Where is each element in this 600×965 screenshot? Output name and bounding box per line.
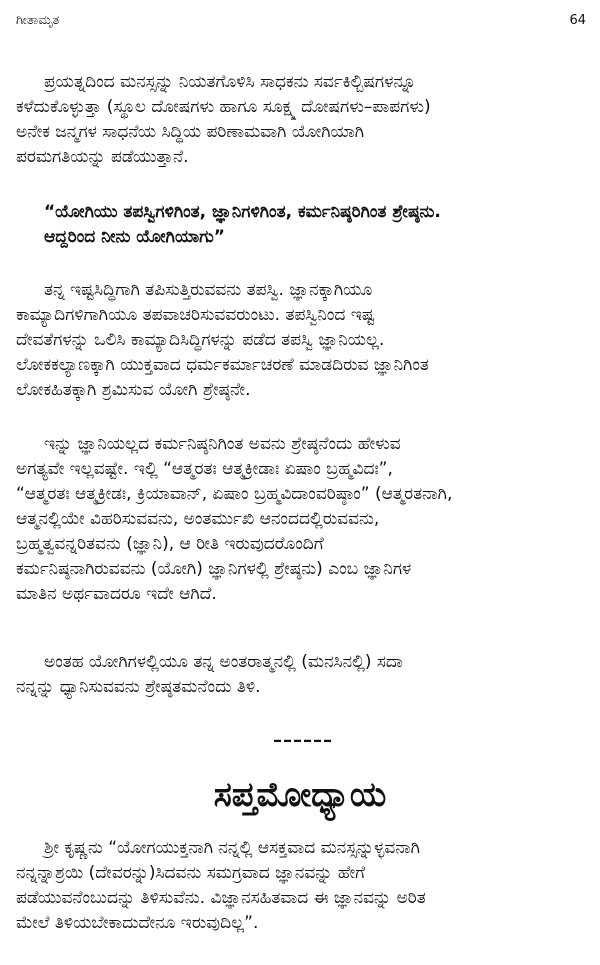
- paragraph-5: [16, 836, 588, 936]
- paragraph-line: ತನ್ನ ಇಷ್ಟಸಿದ್ಧಿಗಾಗಿ ತಪಿಸುತ್ತಿರುವವನು ತಪಸ್ವಿ. ಜ್ಞಾನಕ್ಕಾಗಿಯೂ: [44, 280, 373, 300]
- paragraph-line: ಮಾತಿನ ಅರ್ಥವಾದರೂ ಇದೇ ಆಗಿದೆ.: [16, 584, 217, 604]
- paragraph-line: ಕಾಮ್ಯಾದಿಗಳಿಗಾಗಿಯೂ ತಪವಾಚರಿಸುವವರುಂಟು. ತಪಸ್ವಿನಿಂದ ಇಷ್ಟ: [16, 305, 375, 325]
- paragraph-1: [16, 70, 588, 170]
- page-number: 64: [569, 13, 586, 28]
- paragraph-line: ಮೇಲೆ ತಿಳಿಯಬೇಕಾದುದೇನೂ ಇರುವುದಿಲ್ಲ”.: [16, 913, 259, 933]
- paragraph-line: ಪಡೆಯುವನೆಂಬುದನ್ನು ತಿಳಿಸುವೆನು. ವಿಜ್ಞಾನಸಹಿತವಾದ ಈ ಜ್ಞಾನವನ್ನು ಅರಿತ: [16, 888, 426, 908]
- paragraph-line: ಲೋಕಕಲ್ಯಾಣಕ್ಕಾಗಿ ಯುಕ್ತವಾದ ಧರ್ಮಕರ್ಮಾಚರಣೆ ಮಾಡದಿರುವ ಜ್ಞಾನಿಗಿಂತ: [16, 355, 429, 375]
- verse-quote: [44, 200, 588, 250]
- paragraph-line: ನನ್ನನ್ನಾಶ್ರಯಿ (ದೇವರನ್ನು)ಸಿದವನು ಸಮಗ್ರವಾದ ಜ್ಞಾನವನ್ನು ಹೇಗೆ: [16, 863, 366, 883]
- paragraph-line: ಇನ್ನು ಜ್ಞಾನಿಯಲ್ಲದ ಕರ್ಮನಿಷ್ಠನಿಗಿಂತ ಅವನು ಶ್ರೇಷ್ಠನೆಂದು ಹೇಳುವ: [44, 434, 401, 454]
- paragraph-line: “ಆತ್ಮರತಃ ಆತ್ಮಕ್ರೀಡಃ, ಕ್ರಿಯಾವಾನ್, ಏಷಾಂ ಬ್ರಹ್ಮವಿದಾಂವರಿಷ್ಠಾಂ” (ಆತ್ಮರತನಾಗಿ,: [16, 484, 453, 504]
- paragraph-line: ಕರ್ಮನಿಷ್ಠನಾಗಿರುವವನು (ಯೋಗಿ) ಜ್ಞಾನಿಗಳಲ್ಲಿ ಶ್ರೇಷ್ಠನು) ಎಂಬ ಜ್ಞಾನಿಗಳ: [16, 559, 412, 579]
- paragraph-line: ಅನೇಕ ಜನ್ಮಗಳ ಸಾಧನೆಯ ಸಿದ್ಧಿಯ ಪರಿಣಾಮವಾಗಿ ಯೋಗಿಯಾಗಿ: [16, 122, 365, 142]
- running-head: [16, 10, 586, 32]
- paragraph-line: ಅಗತ್ಯವೇ ಇಲ್ಲವಷ್ಟೇ. ಇಲ್ಲಿ “ಆತ್ಮರತಃ ಆತ್ಮಕ್ರೀಡಾಃ ಏಷಾಂ ಬ್ರಹ್ಮವಿದಃ”,: [16, 459, 393, 479]
- paragraph-line: ಪರಮಗತಿಯನ್ನು ಪಡೆಯುತ್ತಾನೆ.: [16, 147, 189, 167]
- quote-line: ಆದ್ದರಿಂದ ನೀನು ಯೋಗಿಯಾಗು”: [44, 227, 225, 247]
- chapter-title: ಸಪ್ತಮೋಧ್ಯಾಯ: [213, 775, 387, 815]
- running-head-title: ಗೀತಾಮೃತ: [16, 13, 60, 28]
- quote-line: “ಯೋಗಿಯು ತಪಸ್ವಿಗಳಿಗಿಂತ, ಜ್ಞಾನಿಗಳಿಗಿಂತ, ಕರ್ಮನಿಷ್ಠರಿಗಿಂತ ಶ್ರೇಷ್ಠನು.: [44, 202, 441, 222]
- paragraph-line: ದೇವತೆಗಳನ್ನು ಒಲಿಸಿ ಕಾಮ್ಯಾದಿಸಿದ್ಧಿಗಳನ್ನು ಪಡೆದ ತಪಸ್ವಿ ಜ್ಞಾನಿಯಲ್ಲ.: [16, 330, 385, 350]
- section-divider: ––––––: [273, 730, 333, 751]
- paragraph-line: ನನ್ನನ್ನು ಧ್ಯಾನಿಸುವವನು ಶ್ರೇಷ್ಠತಮನೆಂದು ತಿಳಿ.: [16, 677, 261, 697]
- paragraph-2: [16, 278, 588, 403]
- paragraph-line: ಪ್ರಯತ್ನದಿಂದ ಮನಸ್ಸನ್ನು ನಿಯತಗೊಳಿಸಿ ಸಾಧಕನು ಸರ್ವಕಿಲ್ಬಿಷಗಳನ್ನೂ: [44, 72, 416, 92]
- paragraph-line: ಆತ್ಮನಲ್ಲಿಯೇ ವಿಹರಿಸುವವನು, ಅಂತರ್ಮುಖಿ ಆನಂದದಲ್ಲಿರುವವನು,: [16, 509, 380, 529]
- paragraph-4: [16, 650, 588, 700]
- paragraph-line: ಶ್ರೀ ಕೃಷ್ಣನು “ಯೋಗಯುಕ್ತನಾಗಿ ನನ್ನಲ್ಲಿ ಆಸಕ್ತವಾದ ಮನಸ್ಸನ್ನುಳ್ಳವನಾಗಿ: [44, 838, 420, 858]
- paragraph-line: ಲೋಕಹಿತಕ್ಕಾಗಿ ಶ್ರಮಿಸುವ ಯೋಗಿ ಶ್ರೇಷ್ಠನೇ.: [16, 380, 251, 400]
- paragraph-3: [16, 432, 588, 607]
- paragraph-line: ಕಳೆದುಕೊಳ್ಳುತ್ತಾ (ಸ್ಥೂಲ ದೋಷಗಳು ಹಾಗೂ ಸೂಕ್ಷ್ಮ ದೋಷಗಳು–ಪಾಪಗಳು): [16, 97, 431, 117]
- paragraph-line: ಬ್ರಹ್ಮತ್ವವನ್ನರಿತವನು (ಜ್ಞಾನಿ), ಆ ರೀತಿ ಇರುವುದರೊಂದಿಗೆ: [16, 534, 324, 554]
- paragraph-line: ಅಂತಹ ಯೋಗಿಗಳಲ್ಲಿಯೂ ತನ್ನ ಅಂತರಾತ್ಮನಲ್ಲಿ (ಮನಸಿನಲ್ಲಿ) ಸದಾ: [44, 652, 403, 672]
